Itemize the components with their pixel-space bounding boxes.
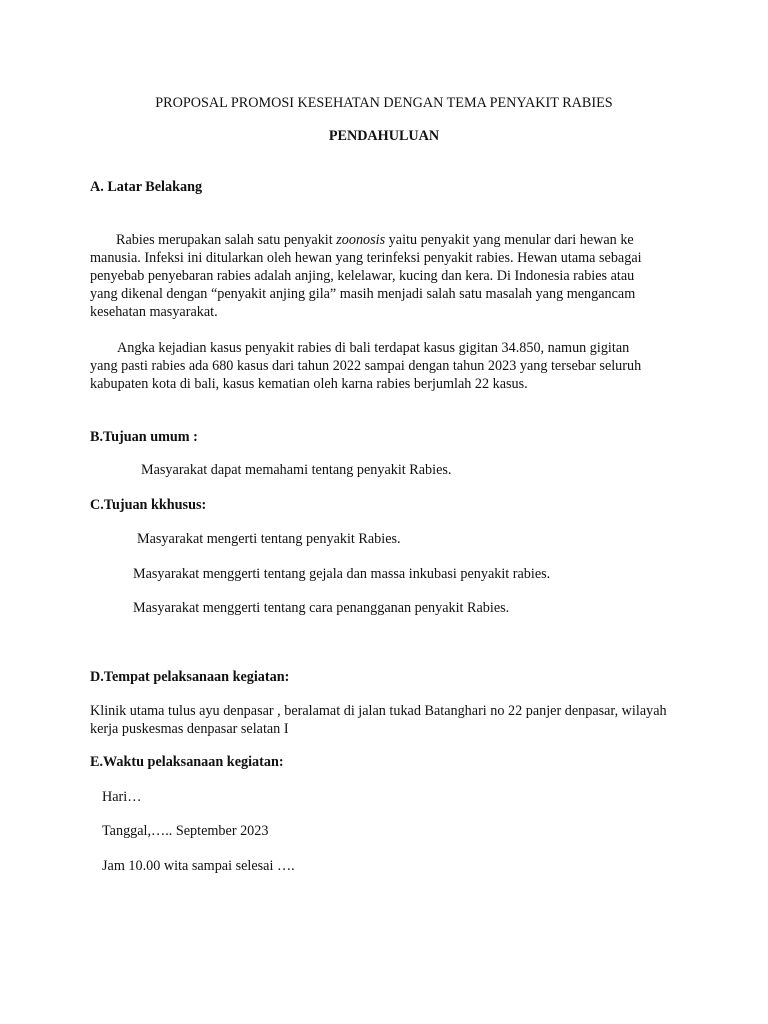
section-c-item3: Masyarakat menggerti tentang cara penangganan penyakit Rabies.	[133, 600, 510, 616]
document-title: PROPOSAL PROMOSI KESEHATAN DENGAN TEMA PENYAKIT RABIES	[155, 95, 613, 111]
section-a-p1-part2: yaitu penyakit yang menular dari hewan ke	[385, 232, 634, 248]
section-a-p2-line1: Angka kejadian kasus penyakit rabies di bali terdapat kasus gigitan 34.850, namun gigitan	[117, 340, 630, 356]
section-e-jam: Jam 10.00 wita sampai selesai ….	[102, 858, 295, 874]
section-a-p1-part1: Rabies merupakan salah satu penyakit	[116, 232, 337, 248]
section-e-heading: E.Waktu pelaksanaan kegiatan:	[90, 754, 284, 770]
section-c-heading: C.Tujuan kkhusus:	[90, 497, 207, 513]
section-a-p1-line3: penyebab penyebaran rabies adalah anjing, kelelawar, kucing dan kera. Di Indonesia rabies atau	[90, 268, 635, 284]
document-subtitle: PENDAHULUAN	[328, 128, 440, 144]
section-b-heading: B.Tujuan umum :	[90, 429, 198, 445]
section-d-line1: Klinik utama tulus ayu denpasar , beralamat di jalan tukad Batanghari no 22 panjer denpasar, wilayah	[90, 703, 667, 719]
section-a-p2-line3: kabupaten kota di bali, kasus kematian oleh karna rabies berjumlah 22 kasus.	[90, 376, 528, 392]
section-c-item2: Masyarakat menggerti tentang gejala dan massa inkubasi penyakit rabies.	[133, 566, 551, 582]
section-d-heading: D.Tempat pelaksanaan kegiatan:	[90, 669, 290, 685]
section-a-p1-line1	[116, 231, 634, 249]
section-a-p1-line2: manusia. Infeksi ini ditularkan oleh hewan yang terinfeksi penyakit rabies. Hewan utama sebagai	[90, 250, 642, 266]
section-a-p2-line2: yang pasti rabies ada 680 kasus dari tahun 2022 sampai dengan tahun 2023 yang tersebar seluruh	[90, 358, 642, 374]
section-d-line2: kerja puskesmas denpasar selatan I	[90, 721, 289, 737]
section-a-p1-line4: yang dikenal dengan “penyakit anjing gila” masih menjadi salah satu masalah yang mengancam	[90, 286, 636, 302]
section-e-hari: Hari…	[102, 789, 142, 805]
section-a-p1-line5: kesehatan masyarakat.	[90, 304, 218, 320]
section-e-tanggal: Tanggal,….. September 2023	[102, 823, 269, 839]
section-c-item1: Masyarakat mengerti tentang penyakit Rabies.	[137, 531, 401, 547]
section-a-heading: A. Latar Belakang	[90, 179, 203, 195]
section-a-p1-italic: zoonosis	[336, 232, 386, 248]
section-b-item1: Masyarakat dapat memahami tentang penyakit Rabies.	[141, 462, 452, 478]
